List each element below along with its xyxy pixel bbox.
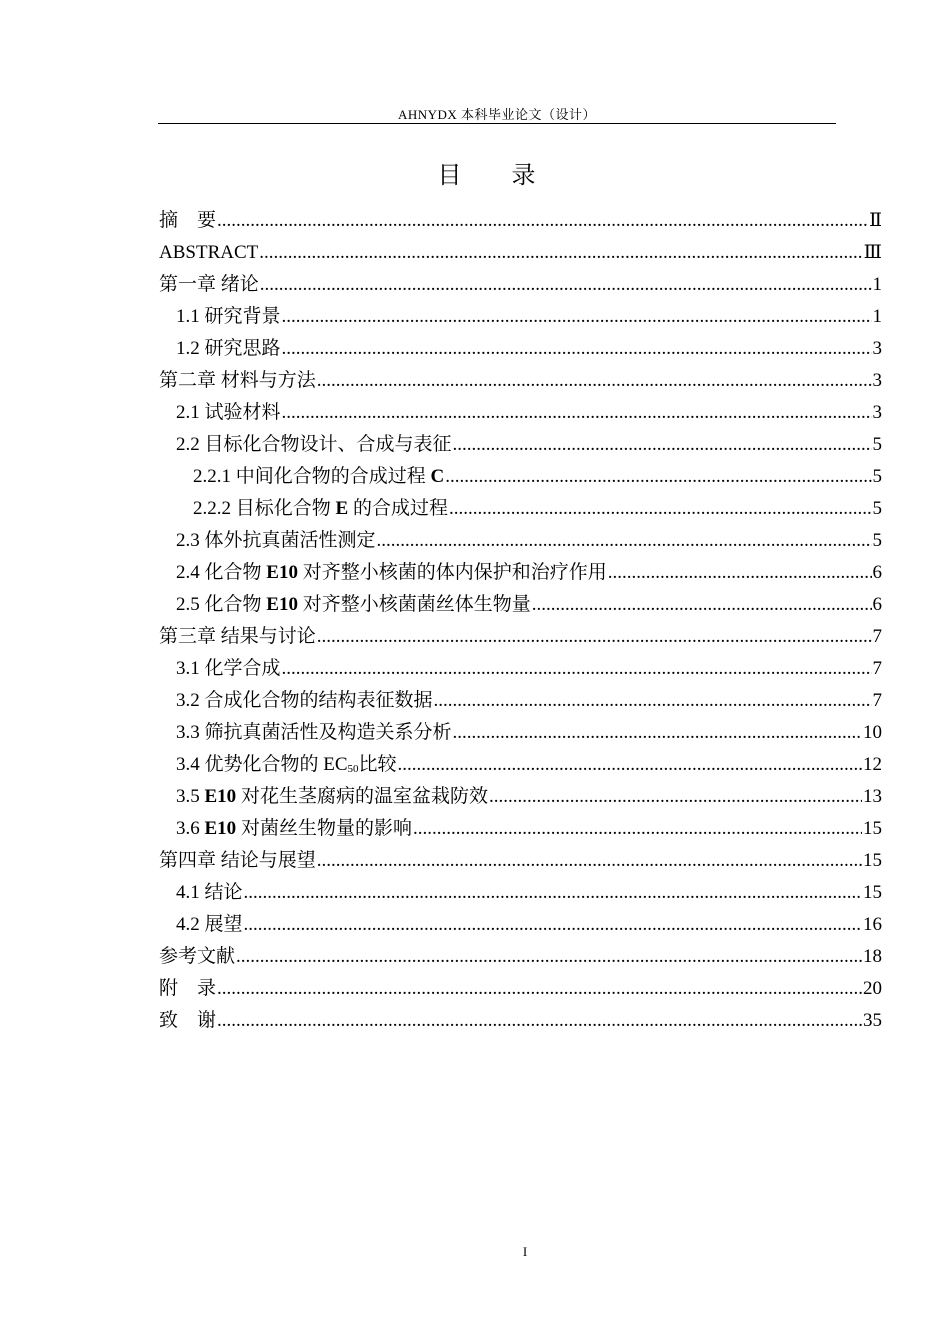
toc-entry-label: 第一章 绪论 bbox=[159, 274, 259, 295]
dot-leader bbox=[217, 1005, 862, 1037]
toc-page-number: 6 bbox=[872, 594, 882, 615]
toc-entry-3-6[interactable] bbox=[159, 813, 882, 845]
toc-entry-label: 摘 要 bbox=[159, 210, 217, 231]
toc-entry-2-3[interactable] bbox=[159, 525, 882, 557]
dot-leader bbox=[317, 621, 872, 653]
toc-entry-label: 3.2 合成化合物的结构表征数据 bbox=[176, 690, 433, 711]
dot-leader bbox=[259, 237, 862, 269]
toc-entry-references[interactable] bbox=[159, 941, 882, 973]
toc-entry-chapter-3[interactable] bbox=[159, 621, 882, 653]
toc-entry-label: 3.6 E10 对菌丝生物量的影响 bbox=[176, 818, 412, 839]
toc-entry-1-1[interactable] bbox=[159, 301, 882, 333]
dot-leader bbox=[282, 653, 872, 685]
dot-leader bbox=[413, 813, 862, 845]
toc-page-number: 20 bbox=[863, 978, 882, 999]
toc-page-number: Ⅱ bbox=[869, 210, 882, 231]
toc-page-number: 7 bbox=[872, 658, 882, 679]
dot-leader bbox=[449, 493, 872, 525]
toc-entry-chapter-1[interactable] bbox=[159, 269, 882, 301]
dot-leader bbox=[282, 397, 872, 429]
dot-leader bbox=[244, 877, 862, 909]
dot-leader bbox=[236, 941, 862, 973]
toc-entry-label: 2.3 体外抗真菌活性测定 bbox=[176, 530, 376, 551]
dot-leader bbox=[532, 589, 872, 621]
toc-page-number: 5 bbox=[872, 466, 882, 487]
toc-page-number: 7 bbox=[872, 626, 882, 647]
toc-entry-2-4[interactable] bbox=[159, 557, 882, 589]
dot-leader bbox=[453, 717, 862, 749]
toc-entry-label: 2.1 试验材料 bbox=[176, 402, 281, 423]
toc-entry-label: 4.2 展望 bbox=[176, 914, 243, 935]
toc-entry-label: 2.4 化合物 E10 对齐整小核菌的体内保护和治疗作用 bbox=[176, 562, 607, 583]
toc-entry-label: 3.5 E10 对花生茎腐病的温室盆栽防效 bbox=[176, 786, 488, 807]
toc-entry-appendix[interactable] bbox=[159, 973, 882, 1005]
toc-entry-1-2[interactable] bbox=[159, 333, 882, 365]
toc-entry-2-2[interactable] bbox=[159, 429, 882, 461]
toc-page-number: 7 bbox=[872, 690, 882, 711]
toc-entry-label: 4.1 结论 bbox=[176, 882, 243, 903]
dot-leader bbox=[317, 845, 862, 877]
toc-entry-label: 3.1 化学合成 bbox=[176, 658, 281, 679]
dot-leader bbox=[434, 685, 872, 717]
toc-entry-acknowledgements[interactable] bbox=[159, 1005, 882, 1037]
toc-entry-label: 致 谢 bbox=[159, 1010, 217, 1031]
toc-page-number: 5 bbox=[872, 530, 882, 551]
toc-page-number: 10 bbox=[863, 722, 882, 743]
toc-entry-label: 附 录 bbox=[159, 978, 217, 999]
toc-page-number: 12 bbox=[863, 754, 882, 775]
page-number: I bbox=[522, 1244, 528, 1259]
toc-page-number: 6 bbox=[872, 562, 882, 583]
toc-entry-4-2[interactable] bbox=[159, 909, 882, 941]
toc-page-number: 5 bbox=[872, 434, 882, 455]
dot-leader bbox=[282, 333, 872, 365]
toc-page-number: 15 bbox=[863, 818, 882, 839]
dot-leader bbox=[377, 525, 872, 557]
toc-entry-2-2-2[interactable] bbox=[159, 493, 882, 525]
toc-page-number: 1 bbox=[872, 306, 882, 327]
toc-page-number: Ⅲ bbox=[863, 242, 882, 263]
toc-entry-label: 1.1 研究背景 bbox=[176, 306, 281, 327]
toc-page-number: 35 bbox=[863, 1010, 882, 1031]
toc-entry-chapter-4[interactable] bbox=[159, 845, 882, 877]
dot-leader bbox=[260, 269, 872, 301]
dot-leader bbox=[244, 909, 862, 941]
toc-entry-label: 1.2 研究思路 bbox=[176, 338, 281, 359]
toc-page-number: 18 bbox=[863, 946, 882, 967]
toc-page-number: 13 bbox=[863, 786, 882, 807]
dot-leader bbox=[453, 429, 872, 461]
toc-page-number: 5 bbox=[872, 498, 882, 519]
toc-page-number: 3 bbox=[872, 370, 882, 391]
toc-entry-chapter-2[interactable] bbox=[159, 365, 882, 397]
toc-page-number: 16 bbox=[863, 914, 882, 935]
dot-leader bbox=[445, 461, 871, 493]
toc-entry-label: 2.2.1 中间化合物的合成过程 C bbox=[193, 466, 445, 487]
toc-entry-abstract-cn[interactable] bbox=[159, 205, 882, 237]
dot-leader bbox=[608, 557, 872, 589]
toc-page-number: 1 bbox=[872, 274, 882, 295]
toc-entry-label: 2.5 化合物 E10 对齐整小核菌菌丝体生物量 bbox=[176, 594, 531, 615]
toc-entry-label: 参考文献 bbox=[159, 946, 236, 967]
page-title: 目 录 bbox=[437, 163, 558, 189]
dot-leader bbox=[489, 781, 862, 813]
toc-page-number: 15 bbox=[863, 850, 882, 871]
toc-entry-abstract-en[interactable] bbox=[159, 237, 882, 269]
toc-page-number: 3 bbox=[872, 338, 882, 359]
toc-page-number: 15 bbox=[863, 882, 882, 903]
toc-entry-3-3[interactable] bbox=[159, 717, 882, 749]
dot-leader bbox=[217, 973, 862, 1005]
running-header: AHNYDX 本科毕业论文（设计） bbox=[397, 107, 597, 122]
toc-entry-3-1[interactable] bbox=[159, 653, 882, 685]
toc-entry-label: 2.2 目标化合物设计、合成与表征 bbox=[176, 434, 452, 455]
toc-entry-label: ABSTRACT bbox=[159, 242, 259, 263]
toc-entry-label: 第二章 材料与方法 bbox=[159, 370, 316, 391]
dot-leader bbox=[398, 749, 862, 781]
toc-page-number: 3 bbox=[872, 402, 882, 423]
toc-entry-2-1[interactable] bbox=[159, 397, 882, 429]
toc-entry-2-2-1[interactable] bbox=[159, 461, 882, 493]
toc-entry-label: 3.3 筛抗真菌活性及构造关系分析 bbox=[176, 722, 452, 743]
header-rule bbox=[158, 123, 836, 124]
toc-entry-3-4[interactable] bbox=[159, 749, 882, 781]
toc-entry-label: 第三章 结果与讨论 bbox=[159, 626, 316, 647]
toc-entry-label: 2.2.2 目标化合物 E 的合成过程 bbox=[193, 498, 448, 519]
toc-entry-4-1[interactable] bbox=[159, 877, 882, 909]
toc-entry-2-5[interactable] bbox=[159, 589, 882, 621]
toc-entry-3-5[interactable] bbox=[159, 781, 882, 813]
toc-entry-label: 第四章 结论与展望 bbox=[159, 850, 316, 871]
table-of-contents bbox=[159, 205, 882, 1037]
dot-leader bbox=[282, 301, 872, 333]
dot-leader bbox=[217, 205, 868, 237]
toc-entry-3-2[interactable] bbox=[159, 685, 882, 717]
toc-entry-label: 3.4 优势化合物的 $EC_{50}$比较 bbox=[176, 754, 397, 775]
dot-leader bbox=[317, 365, 872, 397]
